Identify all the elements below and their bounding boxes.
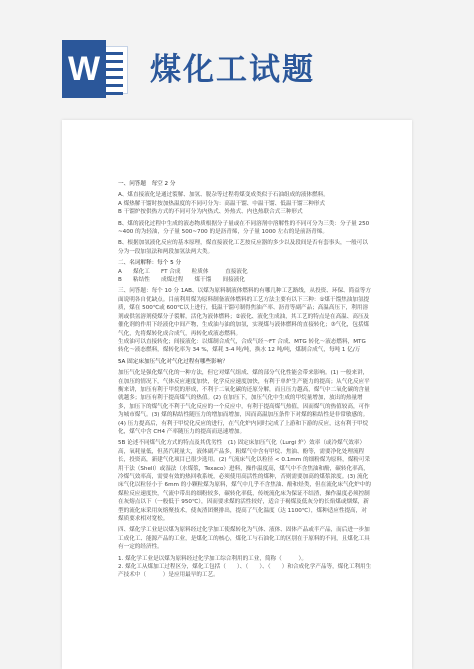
header <box>0 0 474 120</box>
document-paragraph: 加压气化是强化煤气化的一种方法，但它对煤气组成、煤的部分气化性能会带来影响。(1) 一般来讲，在加压的情况下，气体反应速度加快，化学反应速度加快，有利于单炉生产能力的提高；从气化反应平衡来讲，加压有利于甲烷的形成，不利于二氧化碳的还原分解，而且压力越高，煤气中二氧化碳的含量就越多；加压有利于提高煤气的热值。(2) 在加压下，加压气化中生成的甲烷量增加，放出的热量增多，加压下的煤气化不利于气化反应的一个反应中，有利于提高煤气热值，因而煤气的热值较高，可作为城市煤气。(3) 煤的粘结性随压力的增加而增加，因而高温加压条件下对煤的粘结性是非常敏感的。(4) 压力提高后，有利于甲烷化反应的进行，在气化炉内同时完成了上游和下游的反应，这有利于甲烷化，煤气中含 CH4 产率随压力的提高而迅速增加。 <box>118 370 370 435</box>
document-paragraph: A 煤热解干馏时按加热温度的不同可分为：高温干馏、中温干馏、低温干馏三种形式 <box>118 200 325 207</box>
document-paragraph: 5A 固定床加压气化对气化过程有哪些影响？ <box>118 358 228 365</box>
document-paragraph: 一、问答题 每空 2 分 <box>118 181 176 187</box>
document-paragraph: 5B 论述不同煤气化方式的特点及其优劣性 (1) 固定床加压气化（Lurgi 炉）效率（或冷煤气效率）高，氧耗量低，但蒸汽耗量大，液体副产品多，粗煤气中含有甲烷、焦油、酚等，需要净化处理流程长，投资高，新建气化项目已很少选用。(2) 气流床气化以粒径 < 0.1mm 的细粉煤为原料，煤粉可采用干法（Shell）或湿法（水煤浆，Texaco）进料，操作温度高，煤气中不含焦油和酚，碳转化率高，冷煤气效率高，需要有效的热回收系统，必须使用高活性的煤种，否则需要加高的煤浆浓度。(3) 流化床气化以粒径小于 6mm 的小颗粒煤为原料，煤气中几乎不含焦油、酚和烃类，但在流化床气化炉中的煤粒反应速度快，气流中带出的细粉较多，碳转化率低，传统流化床为保证不结渣，操作温度必须控制在灰熔点以下（一般低于 950℃），因而要求煤的活性较好，适合于褐煤及低灰分的长焰煤或烟煤，新型的流化床采用灰熔聚技术，使灰渣团聚排出，提高了气化温度（达 1100℃），煤种适应性提高，对煤质要求相对宽松。 <box>118 440 371 523</box>
document-paragraph: 1. 煤化学工业是以煤为原料经过化学加工综合利用的工业，简称（ ）。 <box>118 555 307 562</box>
document-paragraph: 生成油可以直接转化；间接液化：以煤制合成气，合成气经～FT 合成、MTG 转化～液态燃料，MTG 转化～液态燃料，煤转化率为 34 %，煤耗 3-4 吨/吨，换水 12 吨/吨，煤制合成气，每吨 1 亿/万 <box>118 338 366 354</box>
document-paragraph: 二、名词解释：每个 5 分 <box>118 260 182 267</box>
document-paragraph: 2. 煤化工从煤加工过程区分，煤化工包括（ ）、（ ）、（ ）和合成化学产品等，煤化工利用生产技术中（ ）是应用最早的工艺。 <box>118 564 372 579</box>
word-document-icon <box>62 40 128 98</box>
document-paragraph: B 干馏炉按供热方式的不同可分为内热式、外热式、内也热联合式三种形式 <box>118 209 303 216</box>
word-logo-letter: W <box>62 40 106 98</box>
document-paragraph: B 粘结性 成煤过程 煤干馏 间接液化 <box>118 277 245 284</box>
document-paragraph: A、煤直接液化是通过裂解、加氢、脱杂等过程将煤变成类似于石油组成的液体燃料。 <box>118 192 329 199</box>
document-paragraph: 三、问答题：每个 10 分 1AB、以煤为原料制液体燃料的有哪几种工艺路线，从投资、环保、简益等方面说明各自优缺点。目前利用煤为原料制备液体燃料的工艺方法主要有以下三种：①煤干馏焦油加氢提质，煤在 500℃或 600℃以上进行，低温干馏可制得焦油产率、沥青等副产品；高温高压下，利用溶剂或供氢溶剂使煤分子裂解，活化为液体燃料；②液化、液化生成油，其工艺的特点是在高温、高压及催化剂的作用下经液化中间产物，生成油与油的加氢，实现煤与液体燃料的直接转化；③气化，包括煤气化，先将煤转化成合成气，再转化成液态燃料。 <box>118 288 372 337</box>
page-title: 煤化工试题 <box>150 52 315 88</box>
document-body <box>118 180 372 580</box>
document-paragraph: B、煤的液化过程中生成的液态物质根据分子量或在不同溶剂中溶解性的不同可分为三类：分子量 250~400 的为轻油，分子量 500~700 的是沥青烯，分子量 1000 左右的是前沥青烯。 <box>118 220 370 236</box>
document-paragraph: B、根据加氢液化反应的基本原理，煤直接液化工艺按反应器的多少以及段间是否有套事头，一般可以分为一段加氢法和两段加氢法两大类。 <box>118 240 368 255</box>
document-paragraph: 四、煤化学工业是以煤为原料经过化学加工使煤转化为气体、液体、固体产品或半产品，而后进一步加工成化工、能源产品的工业，是煤化工的核心，煤化工与石油化工的区别在于原料的不同，且煤化工具有一定的经济性。 <box>118 527 370 551</box>
document-page <box>62 120 412 669</box>
document-paragraph: A 煤化工 FT 合成 粒质体 直接液化 <box>118 268 248 275</box>
